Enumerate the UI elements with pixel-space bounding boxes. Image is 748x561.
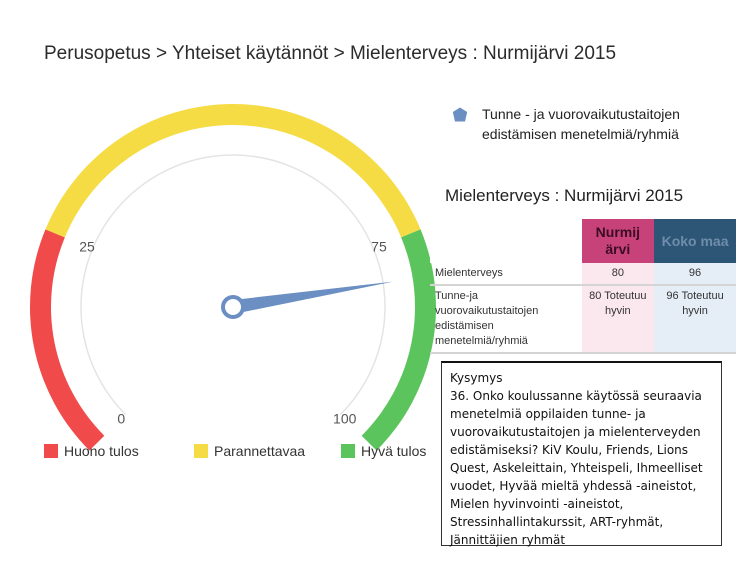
table-header-nurmijarvi: Nurmij ärvi <box>582 219 655 263</box>
gauge-bands <box>30 104 436 451</box>
legend-swatch <box>194 444 208 458</box>
cell-koko-maa: 96 <box>654 263 736 285</box>
gauge-tick-label: 0 <box>117 410 126 427</box>
question-box <box>441 361 722 546</box>
gauge-tick-label: 25 <box>79 238 95 255</box>
gauge-tick-labels <box>79 239 387 427</box>
question-text: 36. Onko koulussanne käytössä seuraavia menetelmiä oppilaiden tunne- ja vuorovaikutustaitojen ja mielenterveyden edistämiseksi? KiV Koulu, Friends, Lions Quest, Askeleittain, Yhteispeli, Ihmeelliset vuodet, Hyvää mieltä yhdessä -aineistot, Mielen hyvinvointi -aineistot, Stressinhallintakurssit, ART-ryhmät, Jännittäjien ryhmät <box>450 389 703 547</box>
gauge-band-1 <box>45 104 420 237</box>
question-heading: Kysymys <box>450 371 503 385</box>
gauge-tick-label: 100 <box>333 410 357 427</box>
series-label: Tunne - ja vuorovaikutustaitojen edistämisen menetelmiä/ryhmiä <box>482 106 680 142</box>
table-row <box>430 285 736 353</box>
table-row <box>430 263 736 285</box>
table-header-empty <box>430 219 582 263</box>
gauge-legend <box>44 443 444 465</box>
series-marker-icon <box>452 107 468 123</box>
legend-label: Parannettavaa <box>214 443 306 459</box>
series-legend[interactable] <box>452 104 742 144</box>
legend-item-huono[interactable] <box>44 443 139 459</box>
gauge-needle <box>232 282 393 314</box>
legend-swatch <box>341 444 355 458</box>
table-header-row <box>430 219 736 263</box>
legend-label: Huono tulos <box>64 443 139 459</box>
results-table <box>430 219 736 354</box>
gauge-pivot <box>223 297 243 317</box>
gauge-tick-label: 75 <box>371 238 387 255</box>
legend-swatch <box>44 444 58 458</box>
table-title: Mielenterveys : Nurmijärvi 2015 <box>445 186 684 205</box>
row-label: Tunne-ja vuorovaikutustaitojen edistämisen menetelmiä/ryhmiä <box>430 285 582 353</box>
gauge-band-2 <box>362 229 436 450</box>
cell-nurmijarvi: 80 Toteutuu hyvin <box>582 285 655 353</box>
gauge-inner-arc <box>81 155 385 414</box>
legend-label: Hyvä tulos <box>361 443 427 459</box>
row-label: Mielenterveys <box>430 263 582 285</box>
cell-nurmijarvi: 80 <box>582 263 655 285</box>
legend-item-hyva[interactable] <box>341 443 426 459</box>
legend-item-parannettavaa[interactable] <box>194 443 305 459</box>
gauge-band-0 <box>30 229 104 450</box>
cell-koko-maa: 96 Toteutuu hyvin <box>654 285 736 353</box>
table-header-koko-maa: Koko maa <box>654 219 736 263</box>
page-title: Perusopetus > Yhteiset käytännöt > Mielenterveys : Nurmijärvi 2015 <box>44 43 617 64</box>
